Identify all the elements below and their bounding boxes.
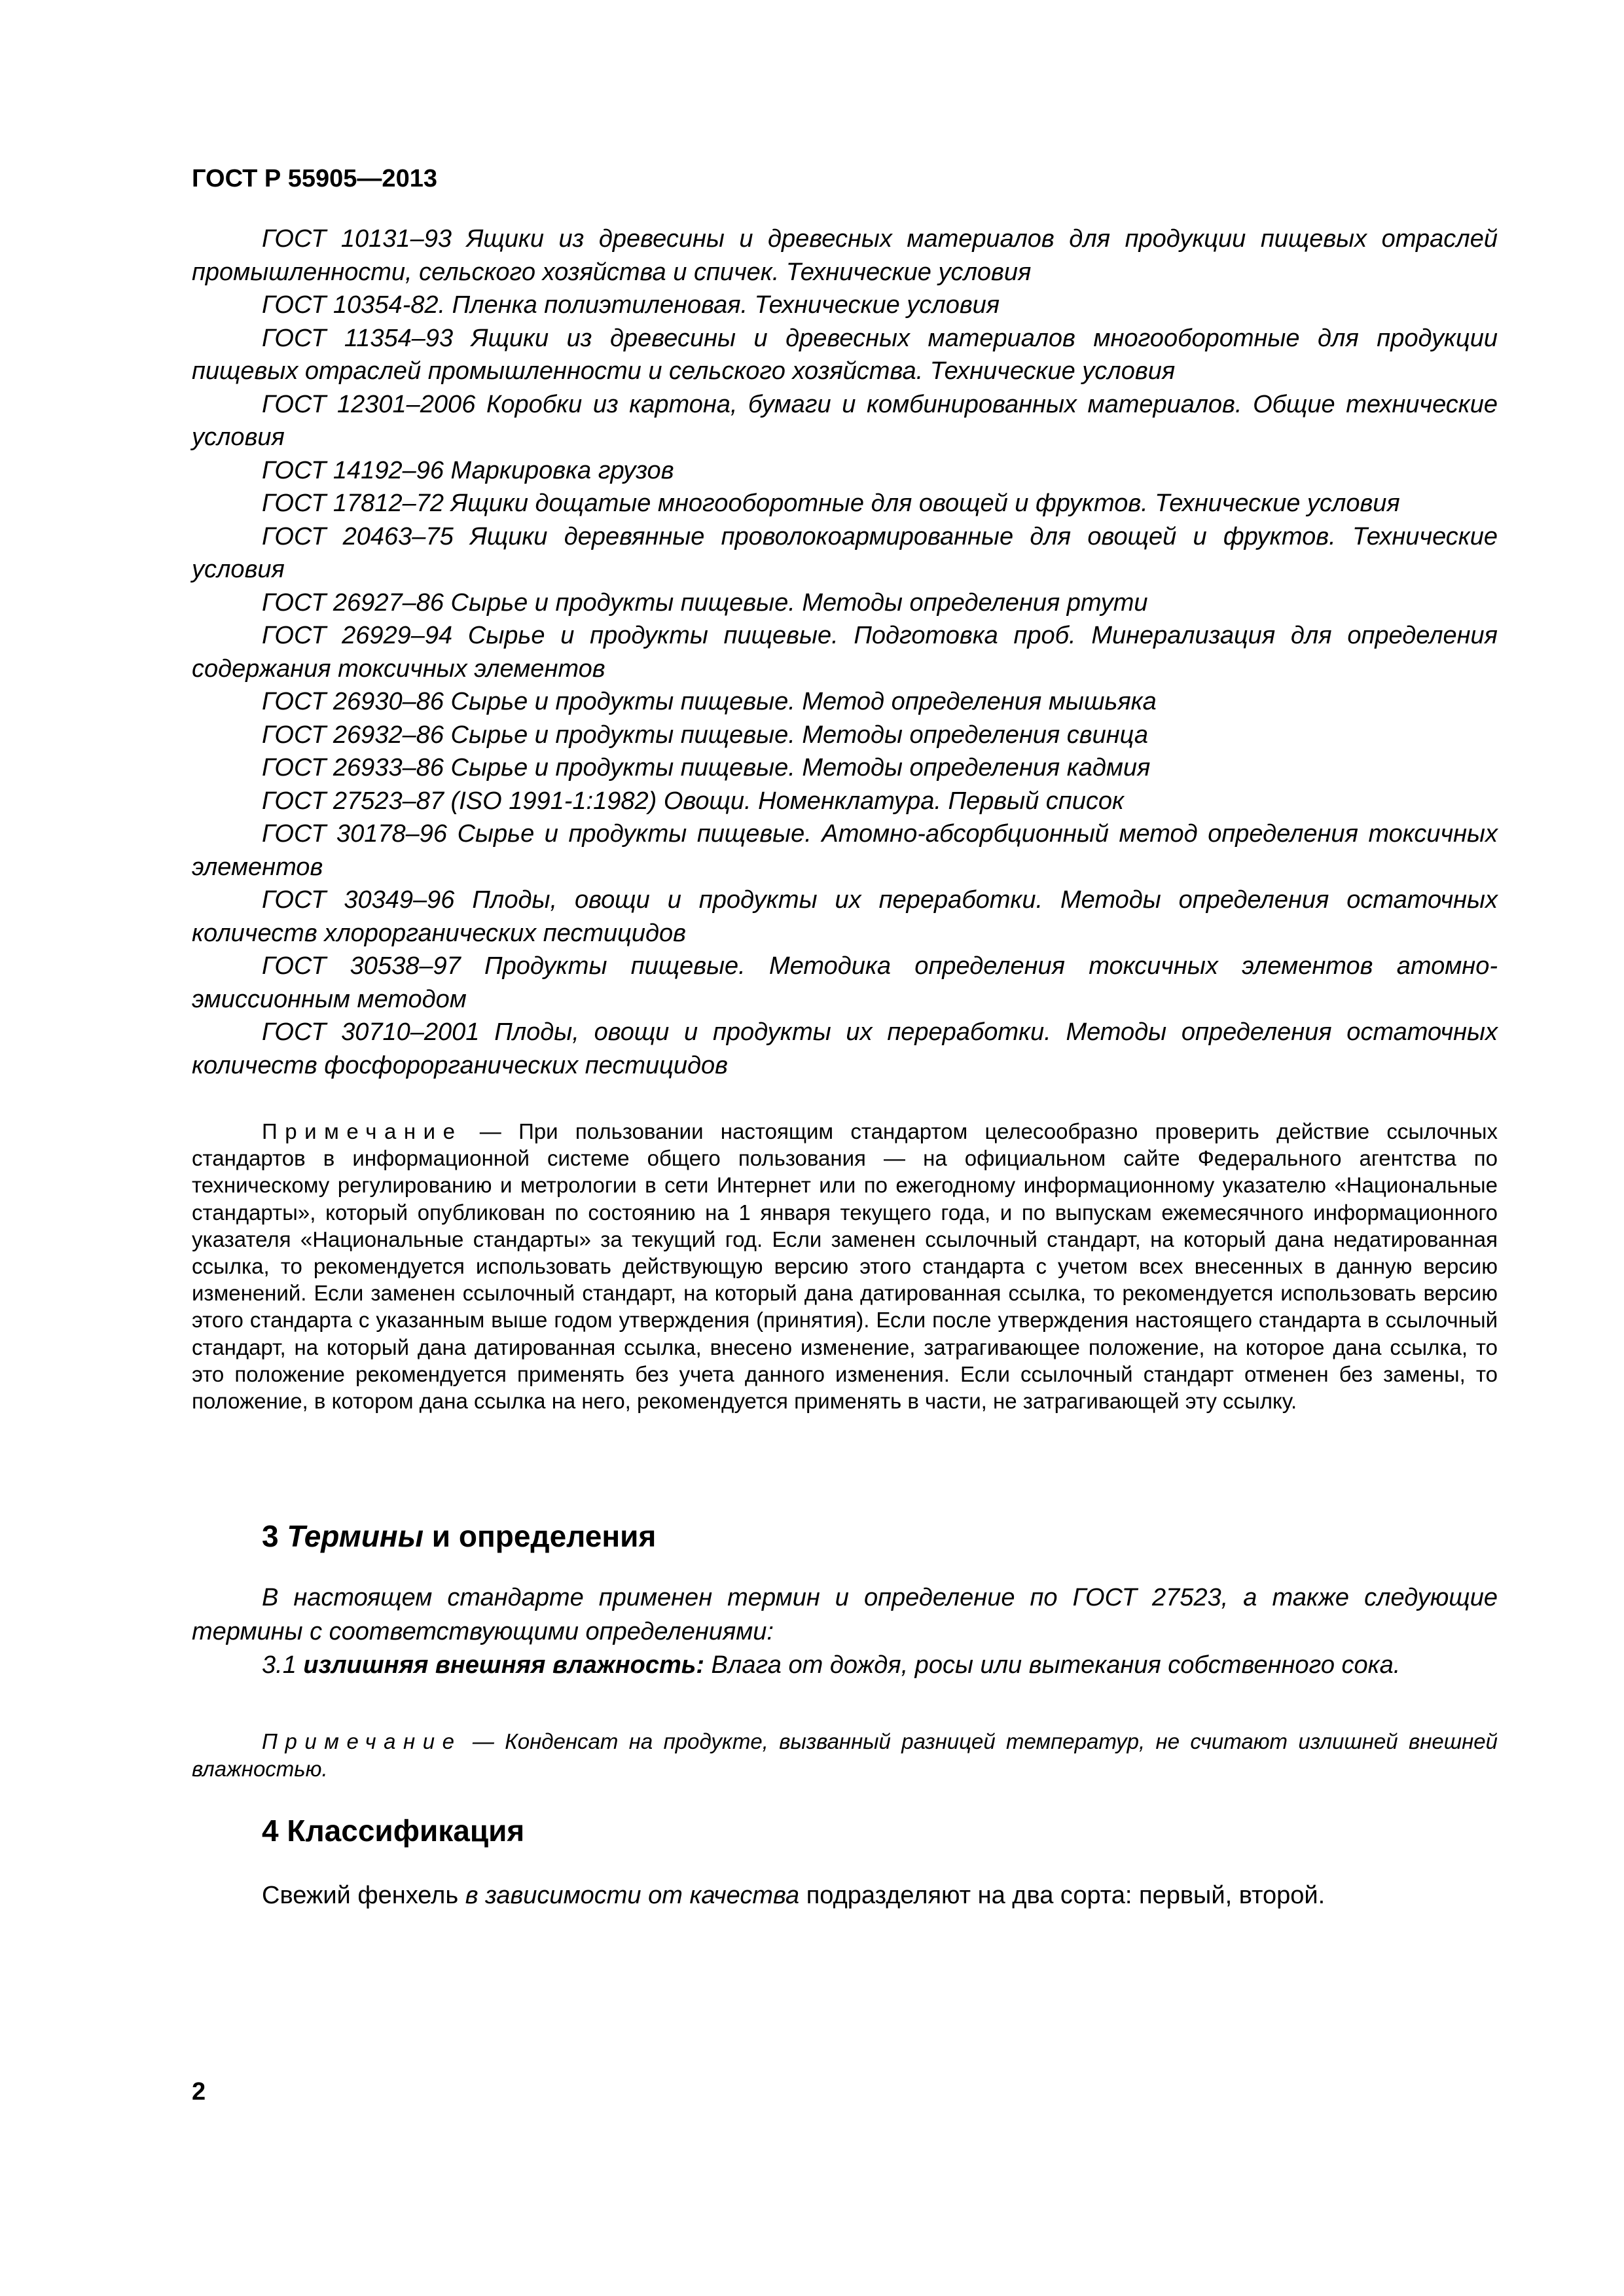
reference-item: ГОСТ 27523–87 (ISO 1991-1:1982) Овощи. Номенклатура. Первый список	[262, 787, 1124, 815]
normative-references-list	[192, 223, 1498, 1082]
section-3-title-italic: Термины	[287, 1519, 424, 1553]
document-code: ГОСТ Р 55905—2013	[192, 165, 437, 192]
reference-item: ГОСТ 12301–2006 Коробки из картона, бумаги и комбинированных материалов. Общие технические условия	[192, 390, 1498, 451]
term-definition: Влага от дождя, росы или вытекания собственного сока.	[704, 1651, 1401, 1679]
section-3-number: 3	[262, 1519, 287, 1553]
reference-item: ГОСТ 30538–97 Продукты пищевые. Методика определения токсичных элементов атомно-эмиссионным методом	[192, 952, 1498, 1013]
note-label: Примечание	[262, 1729, 462, 1753]
reference-item: ГОСТ 20463–75 Ящики деревянные проволокоармированные для овощей и фруктов. Технические условия	[192, 522, 1498, 583]
note-text: — Конденсат на продукте, вызванный разницей температур, не считают излишней внешней влажностью.	[192, 1729, 1498, 1781]
section-4-text	[262, 1878, 1325, 1912]
section-4-heading: 4 Классификация	[262, 1814, 525, 1848]
note-text: — При пользовании настоящим стандартом целесообразно проверить действие ссылочных стандартов в информационной системе общего пользования — на официальном сайте Федерального агентства по техническому регулированию и метрологии в сети Интернет или по ежегодному информационному указателю «Национальные стандарты», который опубликован по состоянию на 1 января текущего года, и по выпускам ежемесячного информационного указателя «Национальные стандарты» за текущий год. Если заменен ссылочный стандарт, на который дана недатированная ссылка, то рекомендуется использовать действующую версию этого стандарта с учетом всех внесенных в данную версию изменений. Если заменен ссылочный стандарт, на который дана датированная ссылка, то рекомендуется использовать версию этого стандарта с указанным выше годом утверждения (принятия). Если после утверждения настоящего стандарта в ссылочный стандарт, на который дана датированная ссылка, внесено изменение, затрагивающее положение, на которое дана ссылка, то это положение рекомендуется применять без учета данного изменения. Если ссылочный стандарт отменен без замены, то положение, в котором дана ссылка на него, рекомендуется применять в части, не затрагивающей эту ссылку.	[192, 1119, 1498, 1414]
term-3-1	[192, 1648, 1498, 1682]
reference-item: ГОСТ 10354-82. Пленка полиэтиленовая. Технические условия	[262, 291, 1000, 319]
term-name: излишняя внешняя влажность:	[303, 1651, 704, 1679]
reference-item: ГОСТ 11354–93 Ящики из древесины и древесных материалов многооборотные для продукции пищевых отраслей промышленности и сельского хозяйства. Технические условия	[192, 324, 1498, 385]
section-3-intro: В настоящем стандарте применен термин и определение по ГОСТ 27523, а также следующие термины с соответствующими определениями:	[192, 1584, 1498, 1645]
section-3-title-rest: и определения	[424, 1519, 657, 1553]
page-number: 2	[192, 2078, 206, 2106]
term-note	[192, 1728, 1498, 1783]
note-label: Примечание	[262, 1119, 463, 1143]
reference-item: ГОСТ 26927–86 Сырье и продукты пищевые. Методы определения ртути	[262, 588, 1148, 617]
references-note	[192, 1118, 1498, 1414]
reference-item: ГОСТ 26932–86 Сырье и продукты пищевые. Методы определения свинца	[262, 721, 1148, 749]
reference-item: ГОСТ 17812–72 Ящики дощатые многооборотные для овощей и фруктов. Технические условия	[262, 490, 1400, 517]
section-4-text-end: подразделяют на два сорта: первый, второй.	[799, 1882, 1326, 1909]
reference-item: ГОСТ 26930–86 Сырье и продукты пищевые. Метод определения мышьяка	[262, 688, 1157, 715]
reference-item: ГОСТ 30349–96 Плоды, овощи и продукты их переработки. Методы определения остаточных количеств хлорорганических пестицидов	[192, 886, 1498, 947]
reference-item: ГОСТ 30710–2001 Плоды, овощи и продукты их переработки. Методы определения остаточных количеств фосфорорганических пестицидов	[192, 1018, 1498, 1079]
section-4-text-italic: в зависимости от качества	[465, 1882, 800, 1909]
reference-item: ГОСТ 30178–96 Сырье и продукты пищевые. Атомно-абсорбционный метод определения токсичных элементов	[192, 820, 1498, 881]
reference-item: ГОСТ 14192–96 Маркировка грузов	[262, 456, 674, 484]
term-number: 3.1	[262, 1651, 304, 1679]
reference-item: ГОСТ 10131–93 Ящики из древесины и древесных материалов для продукции пищевых отраслей промышленности, сельского хозяйства и спичек. Технические условия	[192, 225, 1498, 286]
reference-item: ГОСТ 26933–86 Сырье и продукты пищевые. Методы определения кадмия	[262, 754, 1151, 781]
section-3-heading	[262, 1518, 656, 1554]
section-4-text-start: Свежий фенхель	[262, 1882, 465, 1909]
reference-item: ГОСТ 26929–94 Сырье и продукты пищевые. Подготовка проб. Минерализация для определения содержания токсичных элементов	[192, 622, 1498, 683]
